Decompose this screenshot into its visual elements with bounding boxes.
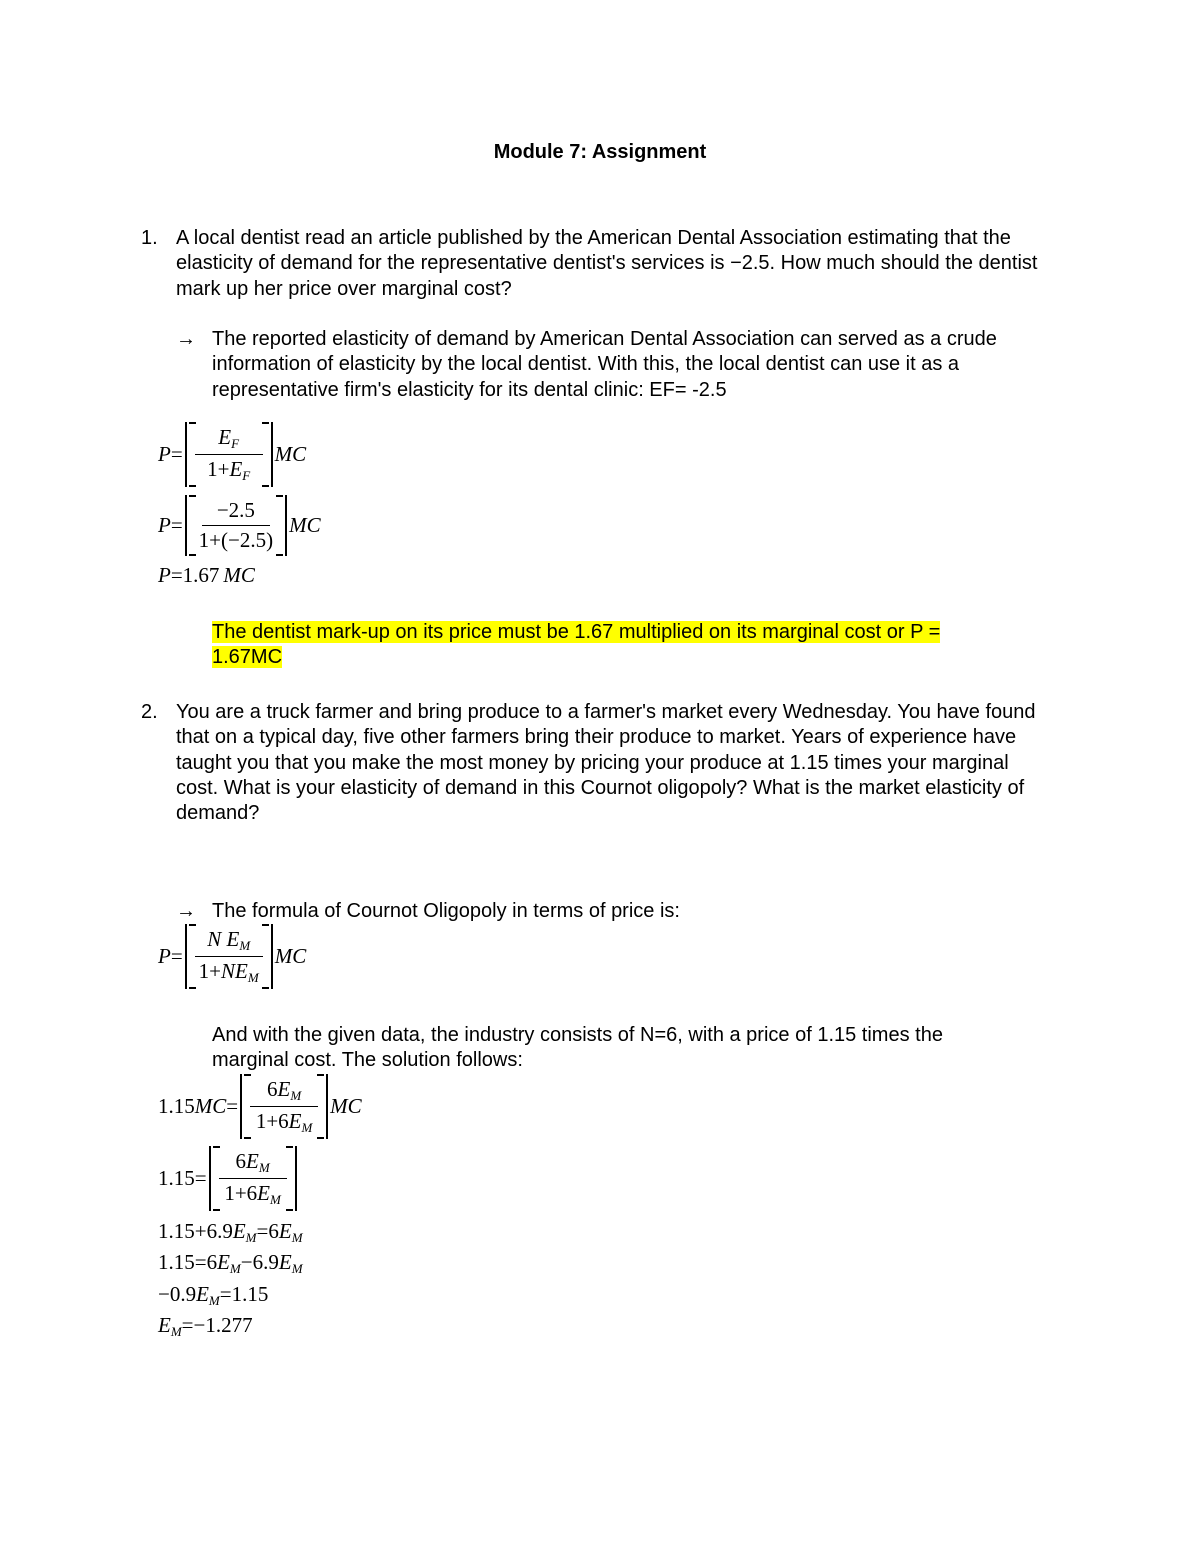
arrow-icon: → (176, 328, 196, 350)
q2-equation-3: 1.15 = $\frac{6E_M}{1+6E_M}$ (158, 1146, 299, 1211)
q2-given-data: And with the given data, the industry consists of N=6, with a price of 1.15 times the marginal cost. The solution follows: (212, 1024, 943, 1072)
arrow-icon: → (176, 900, 196, 922)
question-1-text: A local dentist read an article published by the American Dental Association estimating that the elasticity of demand for the representative dentist's services is −2.5. How much should the dentist mark up her price over marginal cost? (176, 227, 1038, 300)
question-2-text: You are a truck farmer and bring produce to a farmer's market every Wednesday. You have found that on a typical day, five other farmers bring their produce to market. Years of experience have taught you that you make the most money by pricing your produce at 1.15 times your marginal cost. What is your elasticity of demand in this Cournot oligopoly? What is the market elasticity of demand? (176, 701, 1036, 825)
q2-equation-2: 1.15 MC = $\frac{6E_M}{1+6E_M}$ MC (158, 1074, 362, 1139)
q2-equation-1: P = $\frac{N E_M}{1+NE_M}$ MC (158, 924, 306, 989)
page-title: Module 7: Assignment (493, 141, 707, 163)
bracket: $\frac{-2.5}{1+(-2.5)}$ (185, 495, 287, 556)
bracket: $\frac{E_F}{1+E_F}$ (185, 422, 273, 487)
q2-equation-5: $1.15=6E_M-6.9E_M$ (158, 1250, 303, 1276)
q2-formula-intro: The formula of Cournot Oligopoly in terms of price is: (212, 900, 680, 922)
bracket: $\frac{6E_M}{1+6E_M}$ (240, 1074, 328, 1139)
q2-equation-7: $E_M=-1.277$ (158, 1313, 253, 1339)
question-2-number: 2. (141, 701, 158, 723)
q1-equation-3: P=1.67 MC (158, 563, 255, 587)
q1-conclusion: The dentist mark-up on its price must be 1.67 multiplied on its marginal cost or P = 1.67MC (212, 621, 941, 669)
q2-equation-4: $1.15+6.9E_M=6E_M$ (158, 1219, 303, 1245)
q1-equation-1: P = $\frac{E_F}{1+E_F}$ MC (158, 422, 306, 487)
q1-equation-2: P = $\frac{-2.5}{1+(-2.5)}$ MC (158, 495, 321, 556)
bracket: $\frac{6E_M}{1+6E_M}$ (209, 1146, 297, 1211)
q2-equation-6: $-0.9E_M=1.15$ (158, 1282, 269, 1308)
bracket: $\frac{N E_M}{1+NE_M}$ (185, 924, 273, 989)
q1-answer-intro: The reported elasticity of demand by American Dental Association can served as a crude information of elasticity by the local dentist. With this, the local dentist can use it as a representative firm's elasticity for its dental clinic: EF= -2.5 (212, 328, 997, 401)
question-1-number: 1. (141, 227, 158, 249)
